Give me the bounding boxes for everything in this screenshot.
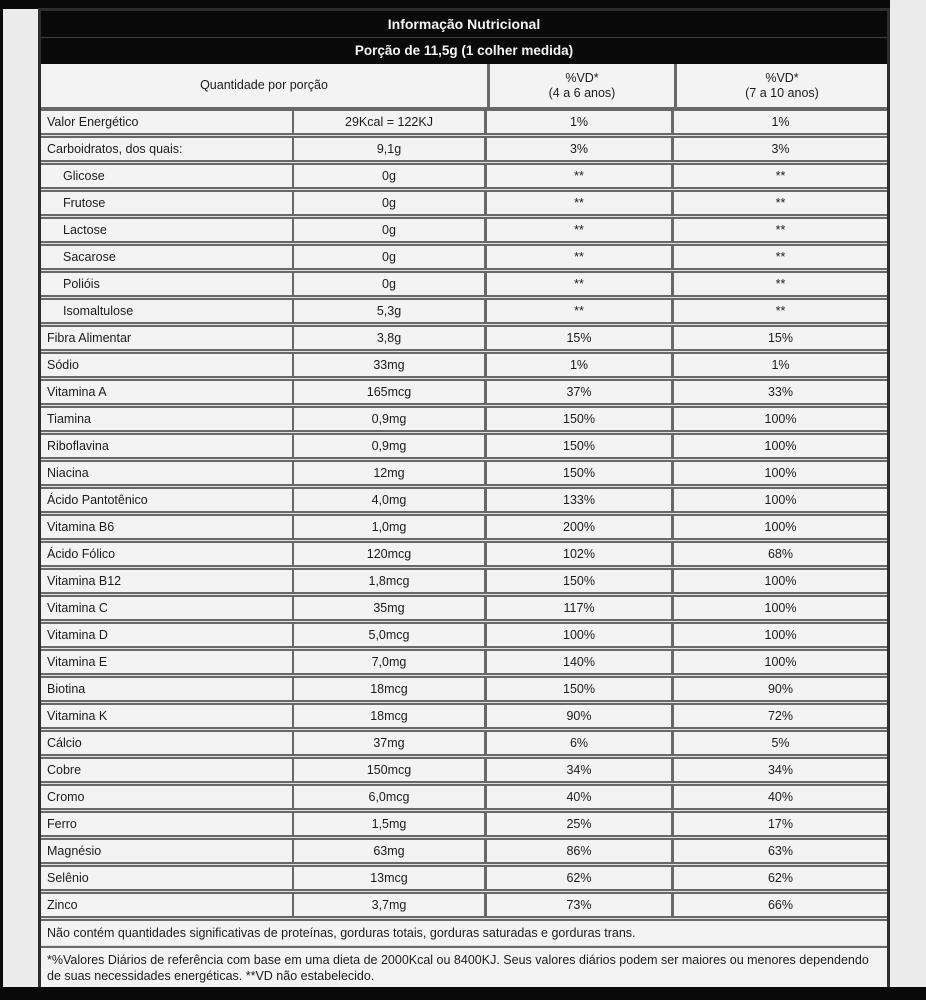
table-row (41, 622, 887, 648)
vd-7-10-value: ** (775, 250, 786, 264)
nutrient-quantity: 1,5mg (294, 813, 487, 835)
table-row (41, 109, 887, 135)
table-row (41, 541, 887, 567)
nutrient-name: Selênio (41, 867, 294, 889)
table-row (41, 244, 887, 270)
nutrient-quantity: 29Kcal = 122KJ (294, 111, 487, 133)
table-row (41, 406, 887, 432)
table-row (41, 649, 887, 675)
table-row (41, 838, 887, 864)
vd-4-6-value: 15% (487, 327, 674, 349)
nutrient-name: Frutose (41, 192, 294, 214)
table-title: Informação Nutricional (387, 16, 541, 32)
vd-4-6-value: ** (487, 192, 674, 214)
nutrient-quantity: 4,0mg (294, 489, 487, 511)
table-row (41, 460, 887, 486)
nutrient-name: Isomaltulose (41, 300, 294, 322)
nutrient-name: Cálcio (41, 732, 294, 754)
vd-7-10-value: 100% (764, 466, 797, 480)
nutrient-quantity: 7,0mg (294, 651, 487, 673)
serving-size-subtitle: Porção de 11,5g (1 colher medida) (41, 37, 887, 63)
vd-7-10-value: 100% (764, 628, 797, 642)
vd-7-10-value: ** (775, 196, 786, 210)
vd-4-6-value: 73% (487, 894, 674, 916)
nutrient-quantity: 35mg (294, 597, 487, 619)
nutrient-name: Fibra Alimentar (41, 327, 294, 349)
nutrient-quantity: 18mcg (294, 678, 487, 700)
vd-4-6-value: 133% (487, 489, 674, 511)
vd-7-10-value: ** (775, 223, 786, 237)
vd-4-6-value: 150% (487, 462, 674, 484)
header-vd-7-10-line2: (7 a 10 anos) (745, 85, 819, 100)
table-row (41, 757, 887, 783)
vd-4-6-value: 200% (487, 516, 674, 538)
vd-7-10-value: 63% (767, 844, 794, 858)
table-row (41, 352, 887, 378)
nutrient-name: Glicose (41, 165, 294, 187)
table-row (41, 298, 887, 324)
vd-7-10-value: 90% (767, 682, 794, 696)
nutrient-quantity: 0g (294, 165, 487, 187)
vd-7-10-value: 40% (767, 790, 794, 804)
header-quantity-per-serving (41, 64, 487, 107)
nutrient-name: Sódio (41, 354, 294, 376)
nutrient-name: Vitamina B12 (41, 570, 294, 592)
nutrient-quantity: 0g (294, 273, 487, 295)
table-row (41, 676, 887, 702)
nutrient-name: Vitamina D (41, 624, 294, 646)
vd-4-6-value: 37% (487, 381, 674, 403)
nutrient-quantity: 0g (294, 246, 487, 268)
vd-4-6-value: 1% (487, 111, 674, 133)
nutrient-name: Lactose (41, 219, 294, 241)
nutrient-name: Sacarose (41, 246, 294, 268)
vd-4-6-value: 40% (487, 786, 674, 808)
table-row (41, 487, 887, 513)
nutrient-name: Niacina (41, 462, 294, 484)
table-row (41, 136, 887, 162)
header-vd-7-10 (674, 64, 887, 107)
vd-4-6-value: 117% (487, 597, 674, 619)
vd-4-6-value: 150% (487, 678, 674, 700)
vd-4-6-value: ** (487, 165, 674, 187)
header-vd-4-6-line1: %VD* (565, 70, 599, 85)
nutrient-name: Riboflavina (41, 435, 294, 457)
vd-7-10-value: 34% (767, 763, 794, 777)
nutrient-quantity: 0,9mg (294, 435, 487, 457)
nutrient-quantity: 3,7mg (294, 894, 487, 916)
vd-7-10-value: ** (775, 277, 786, 291)
vd-7-10-value: ** (775, 169, 786, 183)
nutrition-facts-table (38, 8, 890, 993)
vd-7-10-value: 1% (771, 358, 790, 372)
column-header-row (41, 64, 887, 109)
nutrient-name: Tiamina (41, 408, 294, 430)
nutrient-quantity: 5,0mcg (294, 624, 487, 646)
nutrient-quantity: 6,0mcg (294, 786, 487, 808)
nutrient-name: Biotina (41, 678, 294, 700)
nutrient-quantity: 9,1g (294, 138, 487, 160)
nutrient-name: Vitamina E (41, 651, 294, 673)
nutrient-quantity: 1,0mg (294, 516, 487, 538)
vd-4-6-value: 3% (487, 138, 674, 160)
footnote-no-significant-amounts: Não contém quantidades significativas de proteínas, gorduras totais, gorduras saturadas e gorduras trans. (41, 919, 887, 945)
table-row (41, 865, 887, 891)
vd-7-10-value: 72% (767, 709, 794, 723)
header-quantity-label: Quantidade por porção (200, 78, 328, 92)
vd-4-6-value: 150% (487, 435, 674, 457)
nutrient-name: Ferro (41, 813, 294, 835)
vd-7-10-value: 62% (767, 871, 794, 885)
vd-7-10-value: ** (775, 304, 786, 318)
header-vd-4-6 (487, 64, 674, 107)
vd-7-10-value: 1% (771, 115, 790, 129)
nutrient-name: Cobre (41, 759, 294, 781)
table-row (41, 892, 887, 918)
vd-7-10-value: 68% (767, 547, 794, 561)
nutrient-name: Carboidratos, dos quais: (41, 138, 294, 160)
nutrient-quantity: 120mcg (294, 543, 487, 565)
table-row (41, 325, 887, 351)
vd-7-10-value: 100% (764, 439, 797, 453)
table-row (41, 433, 887, 459)
nutrient-name: Ácido Pantotênico (41, 489, 294, 511)
vd-7-10-value: 100% (764, 655, 797, 669)
table-row (41, 703, 887, 729)
vd-7-10-value: 100% (764, 493, 797, 507)
nutrient-quantity: 12mg (294, 462, 487, 484)
nutrient-name: Ácido Fólico (41, 543, 294, 565)
vd-4-6-value: 90% (487, 705, 674, 727)
table-row (41, 514, 887, 540)
nutrient-rows (41, 109, 887, 918)
nutrient-name: Vitamina K (41, 705, 294, 727)
vd-7-10-value: 17% (767, 817, 794, 831)
table-row (41, 568, 887, 594)
nutrient-quantity: 150mcg (294, 759, 487, 781)
table-row (41, 163, 887, 189)
vd-4-6-value: 150% (487, 570, 674, 592)
table-row (41, 595, 887, 621)
nutrient-name: Magnésio (41, 840, 294, 862)
nutrient-quantity: 33mg (294, 354, 487, 376)
vd-7-10-value: 3% (771, 142, 790, 156)
footnote-daily-values: *%Valores Diários de referência com base em uma dieta de 2000Kcal ou 8400KJ. Seus valores diários podem ser maiores ou menores dependendo de suas necessidades energéticas. **VD não estabelecido. (41, 946, 887, 990)
table-row (41, 190, 887, 216)
nutrient-quantity: 13mcg (294, 867, 487, 889)
nutrient-name: Valor Energético (41, 111, 294, 133)
nutrient-name: Vitamina B6 (41, 516, 294, 538)
nutrient-quantity: 0g (294, 192, 487, 214)
nutrient-quantity: 5,3g (294, 300, 487, 322)
vd-4-6-value: ** (487, 273, 674, 295)
nutrient-name: Vitamina A (41, 381, 294, 403)
left-edge-black-strip (0, 0, 3, 1000)
vd-7-10-value: 100% (764, 601, 797, 615)
vd-7-10-value: 66% (767, 898, 794, 912)
nutrient-quantity: 37mg (294, 732, 487, 754)
nutrient-quantity: 63mg (294, 840, 487, 862)
table-row (41, 379, 887, 405)
nutrient-quantity: 0,9mg (294, 408, 487, 430)
nutrient-quantity: 3,8g (294, 327, 487, 349)
vd-4-6-value: 86% (487, 840, 674, 862)
title-band (41, 11, 887, 64)
vd-4-6-value: ** (487, 300, 674, 322)
vd-7-10-value: 100% (764, 412, 797, 426)
vd-4-6-value: 1% (487, 354, 674, 376)
header-vd-7-10-line1: %VD* (765, 70, 799, 85)
vd-7-10-value: 100% (764, 520, 797, 534)
bottom-black-bar (0, 987, 926, 1000)
vd-4-6-value: 150% (487, 408, 674, 430)
nutrient-name: Polióis (41, 273, 294, 295)
table-row (41, 730, 887, 756)
vd-4-6-value: 100% (487, 624, 674, 646)
vd-4-6-value: 62% (487, 867, 674, 889)
vd-7-10-value: 33% (767, 385, 794, 399)
vd-4-6-value: 102% (487, 543, 674, 565)
vd-7-10-value: 15% (767, 331, 794, 345)
nutrient-name: Zinco (41, 894, 294, 916)
nutrient-quantity: 0g (294, 219, 487, 241)
vd-4-6-value: 25% (487, 813, 674, 835)
header-vd-4-6-line2: (4 a 6 anos) (548, 85, 616, 100)
nutrient-quantity: 1,8mcg (294, 570, 487, 592)
table-row (41, 784, 887, 810)
vd-4-6-value: 6% (487, 732, 674, 754)
vd-4-6-value: 34% (487, 759, 674, 781)
nutrient-quantity: 18mcg (294, 705, 487, 727)
vd-4-6-value: ** (487, 219, 674, 241)
table-row (41, 271, 887, 297)
vd-4-6-value: ** (487, 246, 674, 268)
table-row (41, 217, 887, 243)
nutrient-name: Cromo (41, 786, 294, 808)
table-row (41, 811, 887, 837)
nutrient-quantity: 165mcg (294, 381, 487, 403)
vd-7-10-value: 5% (771, 736, 790, 750)
nutrient-name: Vitamina C (41, 597, 294, 619)
vd-7-10-value: 100% (764, 574, 797, 588)
vd-4-6-value: 140% (487, 651, 674, 673)
